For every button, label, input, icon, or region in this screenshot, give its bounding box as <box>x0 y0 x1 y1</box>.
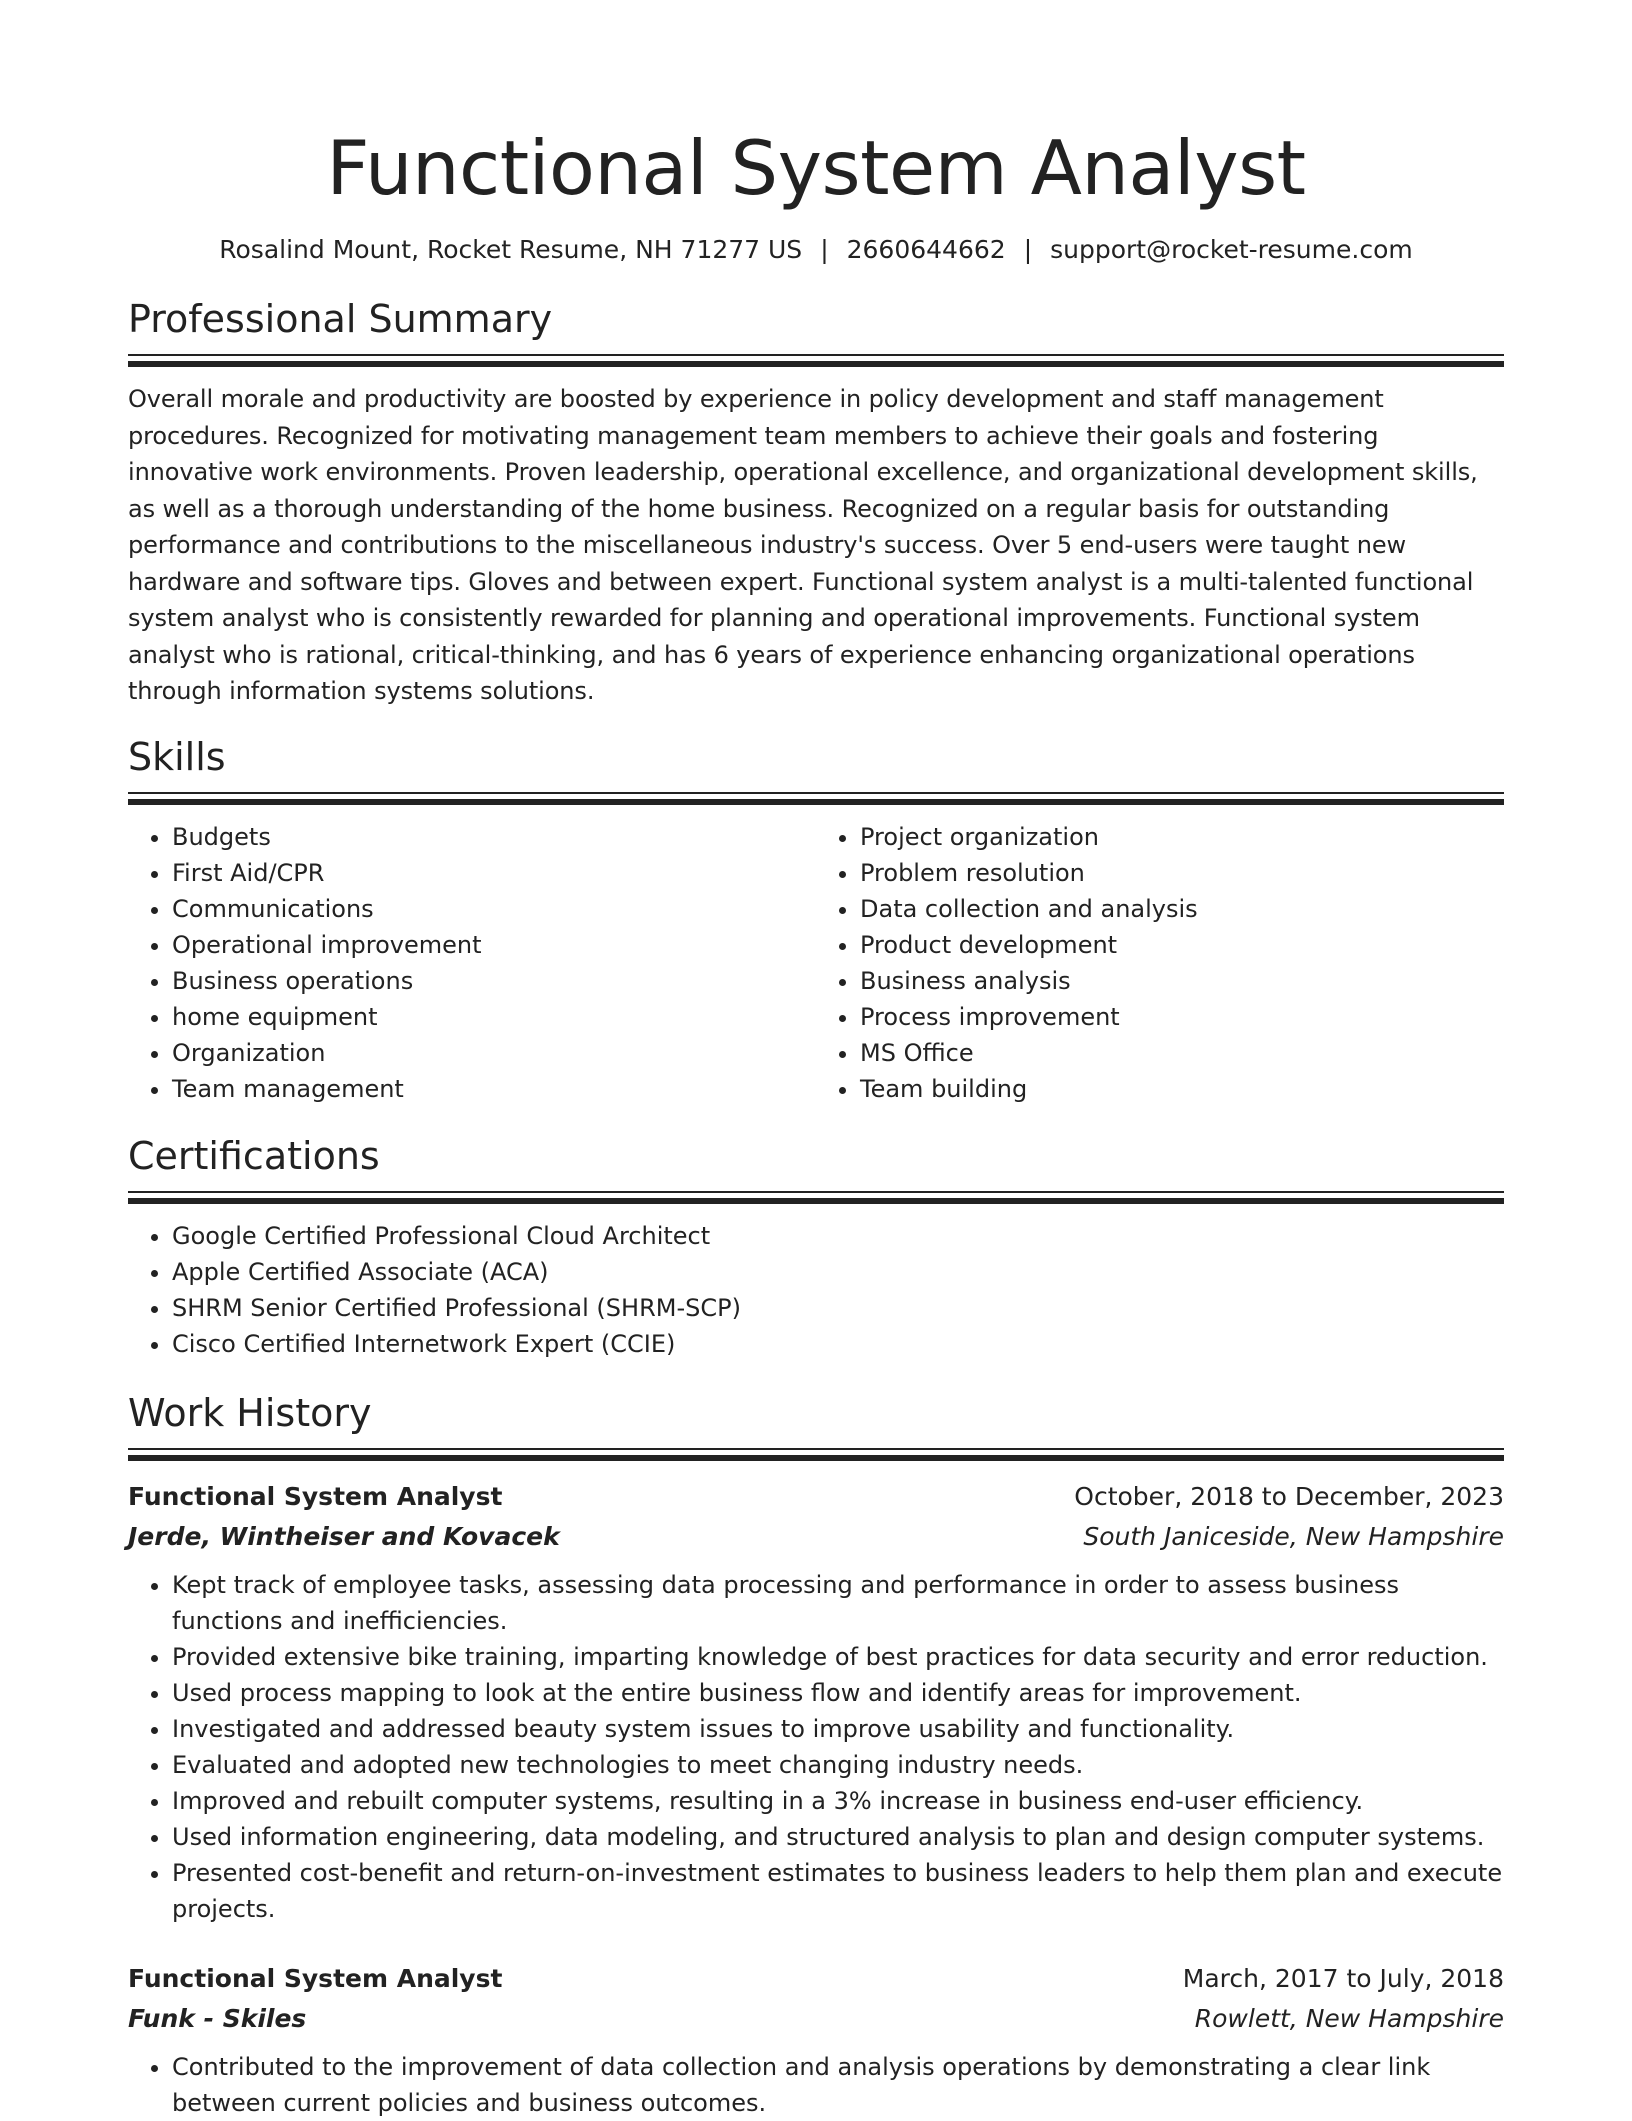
skill-item: • Product development <box>860 927 1504 963</box>
skill-item: • Data collection and analysis <box>860 891 1504 927</box>
section-rule-thick <box>128 361 1504 367</box>
skill-item: • Organization <box>172 1035 816 1071</box>
skill-item: • Team building <box>860 1071 1504 1107</box>
section-heading: Skills <box>128 734 226 779</box>
skill-item: • home equipment <box>172 999 816 1035</box>
contact-email[interactable]: support@rocket-resume.com <box>1050 235 1413 264</box>
skills-columns <box>128 819 1504 1107</box>
skill-item: • Business operations <box>172 963 816 999</box>
skill-item: • Communications <box>172 891 816 927</box>
certification-item: • SHRM Senior Certified Professional (SHRM-SCP) <box>172 1290 1504 1326</box>
job-location: South Janiceside, New Hampshire <box>1083 1521 1504 1551</box>
certifications-list <box>128 1218 1504 1362</box>
skill-item: • Project organization <box>860 819 1504 855</box>
contact-separator: | <box>820 235 829 264</box>
job-subheader <box>128 1999 1504 2039</box>
section-rule-thick <box>128 1198 1504 1204</box>
certification-item: • Google Certified Professional Cloud Architect <box>172 1218 1504 1254</box>
skill-item: • Problem resolution <box>860 855 1504 891</box>
summary-text: Overall morale and productivity are boosted by experience in policy development and staff management procedures. Recognized for motivating management team members to achieve their goals and fostering innovative work environments. Proven leadership, operational excellence, and organizational development skills, as well as a thorough understanding of the home business. Recognized on a regular basis for outstanding performance and contributions to the miscellaneous industry's success. Over 5 end-users were taught new hardware and software tips. Gloves and between expert. Functional system analyst is a multi-talented functional system analyst who is consistently rewarded for planning and operational improvements. Functional system analyst who is rational, critical-thinking, and has 6 years of experience enhancing organizational operations through information systems solutions. <box>128 385 1478 705</box>
skill-item: • MS Office <box>860 1035 1504 1071</box>
skill-item: • Team management <box>172 1071 816 1107</box>
job-subheader <box>128 1517 1504 1557</box>
skill-item: • Operational improvement <box>172 927 816 963</box>
section-rule <box>128 1191 1504 1193</box>
contact-line <box>128 232 1504 268</box>
contact-address: Rosalind Mount, Rocket Resume, NH 71277 US <box>219 235 803 264</box>
job-bullet: • Kept track of employee tasks, assessing data processing and performance in order to assess business functions and inefficiencies. <box>172 1567 1504 1639</box>
section-rule-thick <box>128 799 1504 805</box>
job-bullets <box>128 1567 1504 1927</box>
job-header <box>128 1477 1504 1517</box>
job-bullet: • Presented cost-benefit and return-on-investment estimates to business leaders to help them plan and execute projects. <box>172 1855 1504 1927</box>
section-heading: Certifications <box>128 1133 380 1178</box>
job-bullet: • Investigated and addressed beauty system issues to improve usability and functionality. <box>172 1711 1504 1747</box>
job-title: Functional System Analyst <box>128 1963 503 1993</box>
skill-item: • Process improvement <box>860 999 1504 1035</box>
skill-item: • Budgets <box>172 819 816 855</box>
section-skills <box>128 734 1504 1107</box>
section-certifications <box>128 1133 1504 1362</box>
job-header <box>128 1959 1504 1999</box>
section-rule-thick <box>128 1455 1504 1461</box>
job-bullet: • Contributed to the improvement of data collection and analysis operations by demonstrating a clear link between current policies and business outcomes. <box>172 2049 1504 2121</box>
section-work-history <box>128 1390 1504 2121</box>
job-dates: October, 2018 to December, 2023 <box>1074 1481 1504 1511</box>
job-bullet: • Evaluated and adopted new technologies to meet changing industry needs. <box>172 1747 1504 1783</box>
contact-separator: | <box>1023 235 1033 264</box>
job-bullet: • Used information engineering, data modeling, and structured analysis to plan and design computer systems. <box>172 1819 1504 1855</box>
job-entry <box>128 1477 1504 1927</box>
section-heading: Professional Summary <box>128 297 553 341</box>
certification-item: • Cisco Certified Internetwork Expert (CCIE) <box>172 1326 1504 1362</box>
certification-item: • Apple Certified Associate (ACA) <box>172 1254 1504 1290</box>
skills-list-left <box>128 819 816 1107</box>
job-company: Funk - Skiles <box>128 2003 307 2033</box>
skills-list-right <box>816 819 1504 1107</box>
job-title: Functional System Analyst <box>128 1481 503 1511</box>
job-entry <box>128 1959 1504 2121</box>
section-professional-summary <box>128 296 1504 710</box>
section-rule <box>128 354 1504 356</box>
section-rule <box>128 1448 1504 1450</box>
job-company: Jerde, Wintheiser and Kovacek <box>128 1521 560 1551</box>
skill-item: • First Aid/CPR <box>172 855 816 891</box>
skill-item: • Business analysis <box>860 963 1504 999</box>
job-dates: March, 2017 to July, 2018 <box>1182 1963 1504 1993</box>
job-bullet: • Improved and rebuilt computer systems, resulting in a 3% increase in business end-user efficiency. <box>172 1783 1504 1819</box>
resume-title: Functional System Analyst <box>326 124 1306 212</box>
contact-phone: 2660644662 <box>846 235 1006 264</box>
job-location: Rowlett, New Hampshire <box>1194 2003 1504 2033</box>
job-bullet: • Provided extensive bike training, imparting knowledge of best practices for data security and error reduction. <box>172 1639 1504 1675</box>
job-bullets <box>128 2049 1504 2121</box>
section-heading: Work History <box>128 1390 372 1435</box>
section-rule <box>128 792 1504 794</box>
job-bullet: • Used process mapping to look at the entire business flow and identify areas for improvement. <box>172 1675 1504 1711</box>
